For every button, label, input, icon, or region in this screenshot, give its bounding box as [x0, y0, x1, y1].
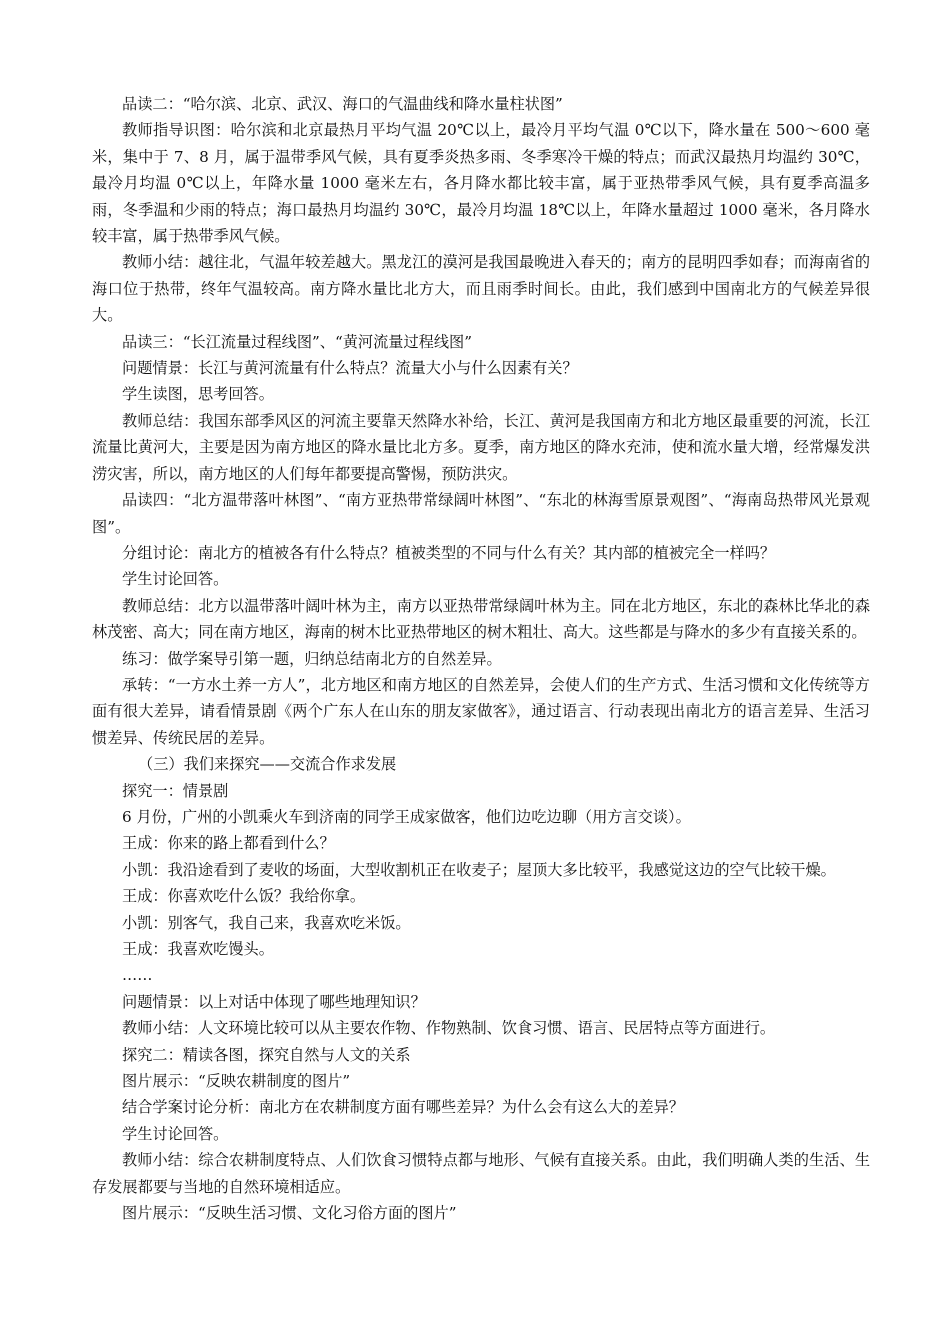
section-heading-explore: （三）我们来探究——交流合作求发展: [138, 755, 397, 774]
paragraph-picture-customs: 图片展示：“反映生活习惯、文化习俗方面的图片”: [122, 1204, 457, 1223]
paragraph-teacher-summary-farming: 教师小结：综合农耕制度特点、人们饮食习惯特点都与地形、气候有直接关系。由此，我们明确人类的生活、生存发展都要与当地的自然环境相适应。: [92, 1151, 870, 1196]
paragraph-picture-farming: 图片展示：“反映农耕制度的图片”: [122, 1072, 351, 1091]
dialogue-line: 小凯：我沿途看到了麦收的场面，大型收割机正在收麦子；屋顶大多比较平，我感觉这边的空气比较干燥。: [122, 860, 836, 879]
paragraph-reading-four: 品读四：“北方温带落叶林图”、“南方亚热带常绿阔叶林图”、“东北的林海雪原景观图”、“海南岛热带风光景观图”。: [92, 491, 870, 536]
dialogue-ellipsis: ……: [122, 966, 153, 985]
paragraph-teacher-summary-human: 教师小结：人文环境比较可以从主要农作物、作物熟制、饮食习惯、语言、民居特点等方面进行。: [122, 1019, 776, 1038]
paragraph-question-rivers: 问题情景：长江与黄河流量有什么特点？流量大小与什么因素有关？: [122, 359, 578, 378]
paragraph-reading-two: 品读二：“哈尔滨、北京、武汉、海口的气温曲线和降水量柱状图”: [122, 95, 563, 113]
paragraph-teacher-summary-vegetation: 教师总结：北方以温带落叶阔叶林为主，南方以亚热带常绿阔叶林为主。同在北方地区，东北的森林比华北的森林茂密、高大；同在南方地区，海南的树木比亚热带地区的树木粗壮、高大。这些都是与降水的多少有直接关系的。: [92, 596, 870, 642]
dialogue-line: 王成：我喜欢吃馒头。: [122, 940, 274, 958]
document-page: [92, 91, 870, 1226]
paragraph-student-read: 学生读图，思考回答。: [122, 385, 274, 404]
paragraph-explore-one: 探究一：情景剧: [122, 781, 229, 800]
paragraph-scenario: 6 月份，广州的小凯乘火车到济南的同学王成家做客，他们边吃边聊（用方言交谈）。: [122, 807, 691, 826]
paragraph-teacher-summary-climate: 教师小结：越往北，气温年较差越大。黑龙江的漠河是我国最晚进入春天的；南方的昆明四季如春；而海南省的海口位于热带，终年气温较高。南方降水量比北方大，而且雨季时间长。由此，我们感到中国南北方的气候差异很大。: [92, 253, 870, 325]
paragraph-question-dialogue: 问题情景：以上对话中体现了哪些地理知识？: [122, 992, 426, 1011]
paragraph-reading-three: 品读三：“长江流量过程线图”、“黄河流量过程线图”: [122, 332, 472, 351]
paragraph-exercise: 练习：做学案导引第一题，归纳总结南北方的自然差异。: [122, 649, 502, 668]
paragraph-group-discussion: 分组讨论：南北方的植被各有什么特点？植被类型的不同与什么有关？其内部的植被完全一样吗？: [122, 543, 776, 562]
dialogue-line: 王成：你喜欢吃什么饭？我给你拿。: [122, 887, 365, 906]
paragraph-explore-two: 探究二：精读各图，探究自然与人文的关系: [122, 1045, 411, 1064]
paragraph-student-answer: 学生讨论回答。: [122, 1124, 229, 1143]
dialogue-line: 王成：你来的路上都看到什么？: [122, 834, 335, 853]
paragraph-teacher-guide: 教师指导识图：哈尔滨和北京最热月平均气温 20℃以上，最冷月平均气温 0℃以下，降水量在 500～600 毫米，集中于 7、8 月，属于温带季风气候，具有夏季炎热多雨、冬季寒冷干燥的特点；而武汉最热月均温约 30℃，最冷月均温 0℃以上，年降水量 1000 毫米左右，各月降水都比较丰富，属于亚热带季风气候，具有夏季高温多雨，冬季温和少雨的特点；海口最热月均温约 30℃，最冷月均温 18℃以上，年降水量超过 1000 毫米，各月降水较丰富，属于热带季风气候。: [92, 121, 870, 246]
paragraph-teacher-summary-rivers: 教师总结：我国东部季风区的河流主要靠天然降水补给，长江、黄河是我国南方和北方地区最重要的河流，长江流量比黄河大，主要是因为南方地区的降水量比北方多。夏季，南方地区的降水充沛，使和流水量大增，经常爆发洪涝灾害，所以，南方地区的人们每年都要提高警惕，预防洪灾。: [92, 411, 870, 483]
paragraph-student-answer: 学生讨论回答。: [122, 570, 229, 589]
paragraph-transition: 承转：“一方水土养一方人”，北方地区和南方地区的自然差异，会使人们的生产方式、生活习惯和文化传统等方面有很大差异，请看情景剧《两个广东人在山东的朋友家做客》，通过语言、行动表现出南北方的语言差异、生活习惯差异、传统民居的差异。: [92, 675, 870, 747]
dialogue-line: 小凯：别客气，我自己来，我喜欢吃米饭。: [122, 913, 411, 932]
paragraph-discussion-farming: 结合学案讨论分析：南北方在农耕制度方面有哪些差异？为什么会有这么大的差异？: [122, 1098, 684, 1117]
